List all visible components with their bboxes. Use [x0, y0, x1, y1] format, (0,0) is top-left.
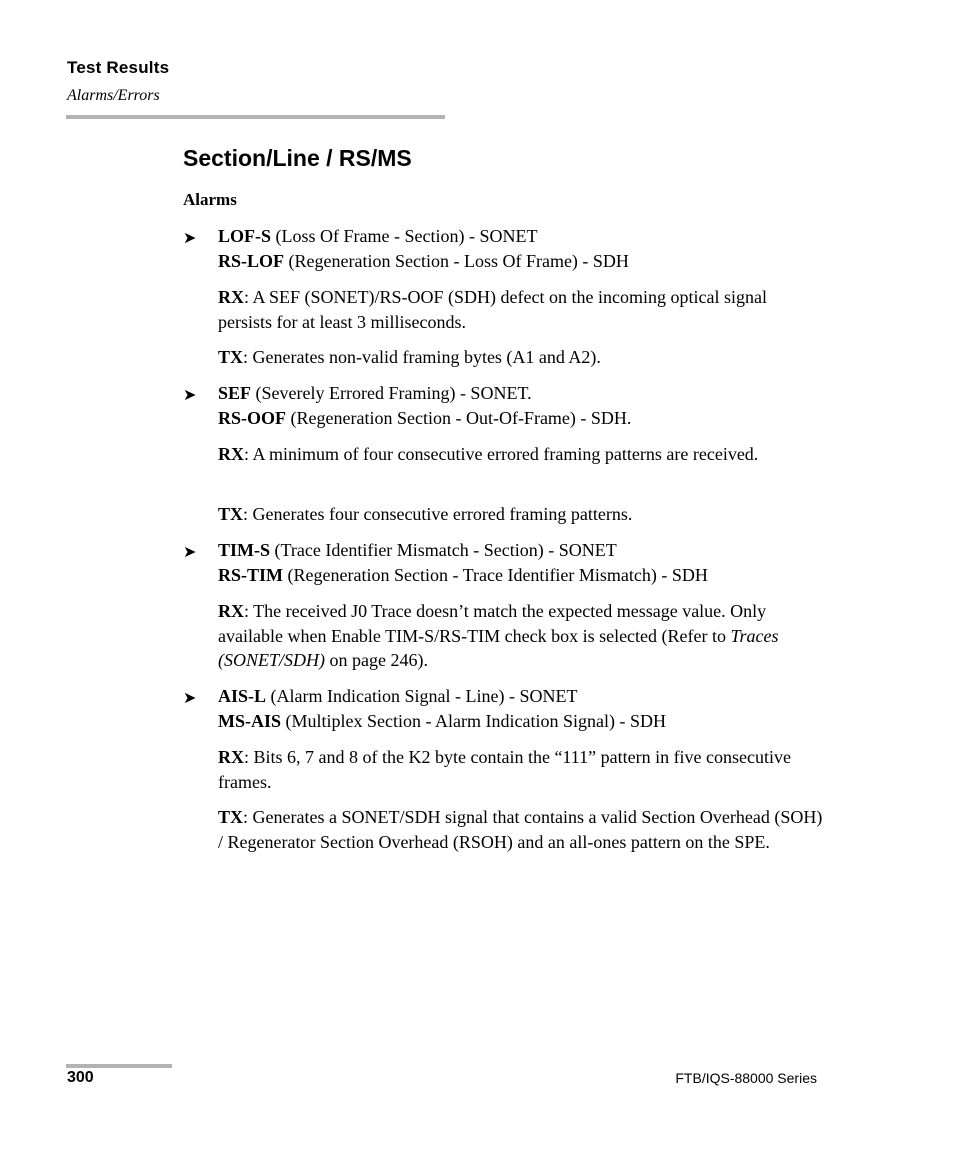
alarm-description: (Alarm Indication Signal - Line) - SONET: [266, 686, 578, 706]
rx-text: : A SEF (SONET)/RS-OOF (SDH) defect on the incoming optical signal persists for at least 3 milliseconds.: [218, 287, 767, 332]
alarm-names: [218, 538, 823, 587]
footer-divider: [66, 1064, 172, 1068]
rx-label: RX: [218, 287, 244, 307]
alarm-name: RS-OOF: [218, 407, 287, 428]
rx-label: RX: [218, 747, 244, 767]
tx-label: TX: [218, 504, 244, 524]
alarm-name: TIM-S: [218, 540, 271, 560]
product-series: FTB/IQS-88000 Series: [675, 1070, 817, 1086]
alarm-names: [218, 381, 823, 430]
rx-label: RX: [218, 444, 244, 464]
header-divider: [66, 115, 445, 119]
tx-label: TX: [218, 807, 244, 827]
tx-text: : Generates non-valid framing bytes (A1 and A2).: [243, 347, 601, 367]
page-number: 300: [67, 1069, 94, 1086]
alarm-description: (Regeneration Section - Trace Identifier Mismatch) - SDH: [283, 564, 708, 585]
alarm-name: RS-TIM: [218, 564, 284, 585]
alarm-name: MS-AIS: [218, 710, 282, 731]
alarms-subheading: Alarms: [183, 190, 237, 209]
alarm-description: (Regeneration Section - Loss Of Frame) - SDH: [284, 250, 629, 271]
header-title: Test Results: [67, 58, 170, 77]
rx-text: : The received J0 Trace doesn’t match the expected message value. Only available when Enable TIM-S/RS-TIM check box is selected (Refer to: [218, 601, 767, 646]
tx-paragraph: [218, 502, 823, 527]
cross-reference-link[interactable]: Traces (SONET/SDH): [218, 625, 779, 670]
section-title: Section/Line / RS/MS: [183, 145, 412, 171]
tx-text: : Generates a SONET/SDH signal that contains a valid Section Overhead (SOH) / Regenerator Section Overhead (RSOH) and an all-ones pattern on the SPE.: [218, 807, 823, 852]
rx-paragraph: [218, 599, 823, 673]
alarm-name: AIS-L: [218, 686, 267, 706]
alarm-name: SEF: [218, 383, 252, 403]
alarm-description: (Trace Identifier Mismatch - Section) - SONET: [270, 540, 617, 560]
alarm-description: (Regeneration Section - Out-Of-Frame) - SDH.: [286, 407, 632, 428]
alarm-names: [218, 224, 823, 273]
alarm-name: RS-LOF: [218, 250, 285, 271]
rx-text: : Bits 6, 7 and 8 of the K2 byte contain the “111” pattern in five consecutive frames.: [218, 747, 792, 792]
rx-text-after: on page 246).: [325, 650, 428, 670]
header-subtitle: Alarms/Errors: [67, 87, 160, 104]
bullet-arrow-icon: ➤: [183, 544, 197, 561]
tx-label: TX: [218, 347, 244, 367]
bullet-arrow-icon: ➤: [183, 230, 197, 247]
rx-text: : A minimum of four consecutive errored framing patterns are received.: [244, 444, 759, 464]
bullet-arrow-icon: ➤: [183, 690, 197, 707]
alarm-description: (Loss Of Frame - Section) - SONET: [271, 226, 538, 246]
rx-paragraph: [218, 745, 823, 794]
alarm-description: (Severely Errored Framing) - SONET.: [251, 383, 532, 403]
tx-paragraph: [218, 805, 823, 854]
bullet-arrow-icon: ➤: [183, 387, 197, 404]
rx-paragraph: [218, 285, 823, 334]
rx-label: RX: [218, 601, 244, 621]
alarm-description: (Multiplex Section - Alarm Indication Signal) - SDH: [281, 710, 666, 731]
alarm-name: LOF-S: [218, 226, 272, 246]
tx-text: : Generates four consecutive errored framing patterns.: [243, 504, 633, 524]
tx-paragraph: [218, 345, 823, 370]
alarm-names: [218, 684, 823, 733]
rx-paragraph: [218, 442, 823, 467]
